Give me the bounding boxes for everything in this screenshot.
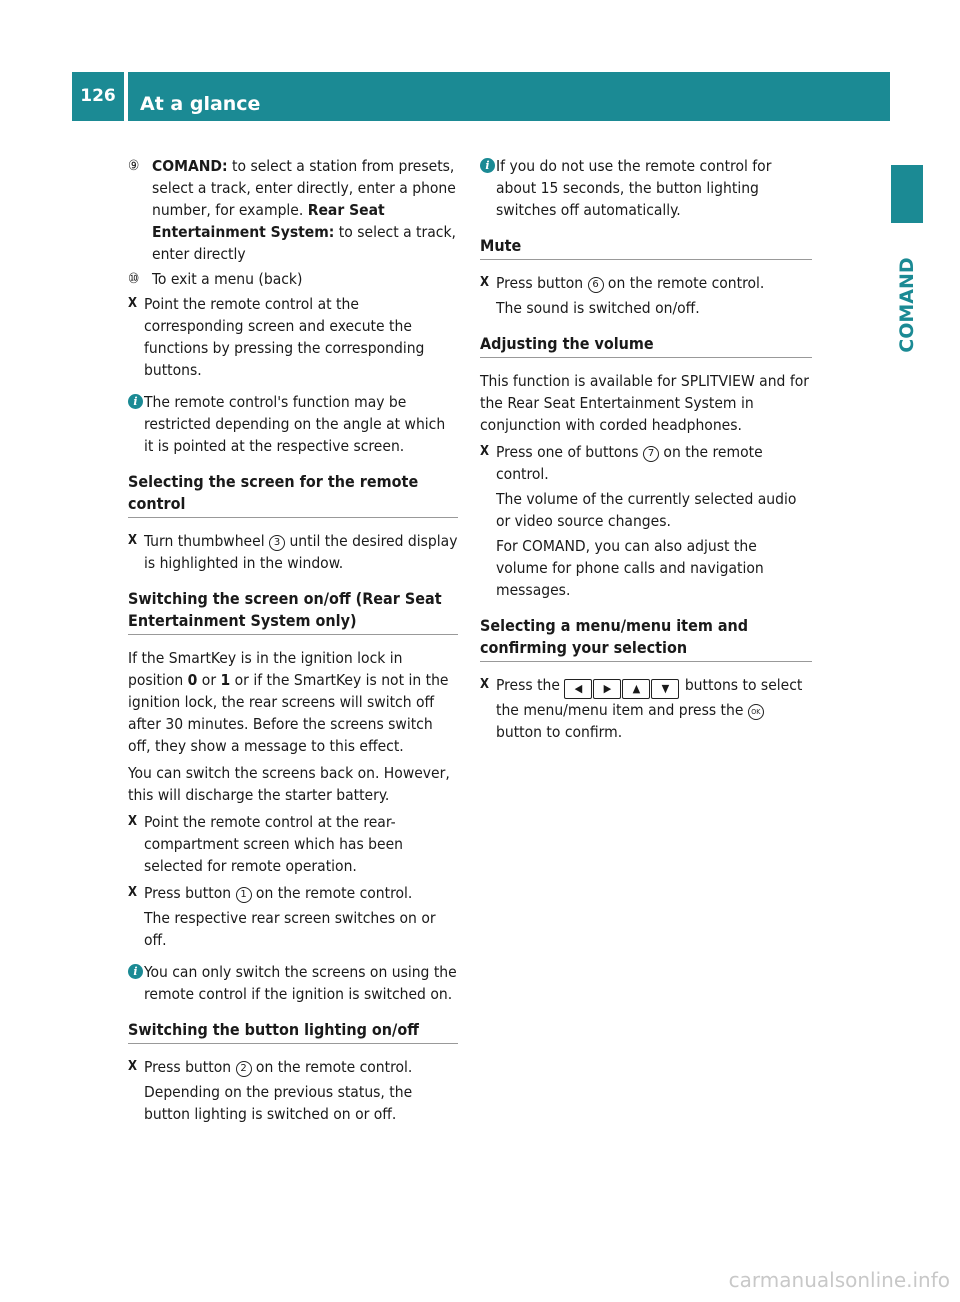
heading-button-lighting: Switching the button lighting on/off xyxy=(128,1019,458,1044)
instruction-thumbwheel: X Turn thumbwheel 3 until the desired display is highlighted in the window. xyxy=(128,532,458,572)
info-icon: i xyxy=(480,158,495,173)
side-tab xyxy=(891,165,923,223)
paragraph-splitview: This function is available for SPLITVIEW and for the Rear Seat Entertainment System in conjunction with corded headphones. xyxy=(480,372,809,434)
instruction-arrow-buttons: X Press the ◀ ▶ ▲ ▼ buttons to select the menu/menu item and press the OK button to confirm. xyxy=(480,676,803,741)
up-arrow-key-icon: ▲ xyxy=(622,679,650,699)
side-label-text: COMAND xyxy=(896,257,918,353)
heading-menu-selection: Selecting a menu/menu item and confirming your selection xyxy=(480,615,812,662)
item-number-9: ⑨ xyxy=(128,158,140,174)
info-icon: i xyxy=(128,964,143,979)
bullet-marker-icon: X xyxy=(480,275,490,290)
ok-button-icon: OK xyxy=(748,704,764,720)
callout-number-icon: 1 xyxy=(236,887,252,903)
bullet-marker-icon: X xyxy=(128,533,138,548)
right-column xyxy=(480,155,812,748)
page-title: At a glance xyxy=(140,93,261,115)
info-note-timeout: i If you do not use the remote control for about 15 seconds, the button lighting switches off automatically. xyxy=(480,155,812,221)
side-label xyxy=(891,230,923,380)
instruction-press-button-1: X Press button 1 on the remote control. The respective rear screen switches on or off. xyxy=(128,884,436,949)
instruction-point-rear: X Point the remote control at the rear-compartment screen which has been selected for remote operation. xyxy=(128,813,404,875)
heading-mute: Mute xyxy=(480,235,812,260)
callout-number-icon: 6 xyxy=(588,277,604,293)
callout-number-icon: 3 xyxy=(269,535,285,551)
instruction-press-button-2: X Press button 2 on the remote control. Depending on the previous status, the button lighting is switched on or off. xyxy=(128,1058,413,1123)
instruction-point-remote: X Point the remote control at the corresponding screen and execute the functions by pressing the corresponding buttons. xyxy=(128,295,425,379)
legend-item-9: ⑨ COMAND: to select a station from presets, select a track, enter directly, enter a phone number, for example. Rear Seat Entertainment System: to select a track, enter directly xyxy=(128,157,456,263)
page-number: 126 xyxy=(72,72,124,121)
heading-switch-screen: Switching the screen on/off (Rear Seat Entertainment System only) xyxy=(128,588,458,635)
watermark: carmanualsonline.info xyxy=(728,1268,950,1292)
header-separator xyxy=(124,72,128,121)
bullet-marker-icon: X xyxy=(128,885,138,900)
heading-select-screen: Selecting the screen for the remote control xyxy=(128,471,458,518)
paragraph-smartkey: If the SmartKey is in the ignition lock in position 0 or 1 or if the SmartKey is not in the ignition lock, the rear screens will switch off after 30 minutes. Before the screens switch off, they show a message to this effect. xyxy=(128,649,449,755)
callout-number-icon: 7 xyxy=(643,446,659,462)
info-icon: i xyxy=(128,394,143,409)
paragraph-battery: You can switch the screens back on. However, this will discharge the starter battery. xyxy=(128,764,450,804)
right-arrow-key-icon: ▶ xyxy=(593,679,621,699)
info-note-angle: i The remote control's function may be restricted depending on the angle at which it is pointed at the respective screen. xyxy=(128,391,458,457)
bullet-marker-icon: X xyxy=(128,814,138,829)
left-column xyxy=(128,155,458,1130)
bullet-marker-icon: X xyxy=(480,677,490,692)
callout-number-icon: 2 xyxy=(236,1061,252,1077)
info-note-ignition: i You can only switch the screens on using the remote control if the ignition is switched on. xyxy=(128,961,458,1005)
bullet-marker-icon: X xyxy=(480,444,490,459)
bullet-marker-icon: X xyxy=(128,296,138,311)
left-arrow-key-icon: ◀ xyxy=(564,679,592,699)
legend-item-10: ⑩ To exit a menu (back) xyxy=(128,270,303,288)
instruction-press-button-7: X Press one of buttons 7 on the remote control. The volume of the currently selected audio or video source changes. For COMAND, you can also adjust the volume for phone calls and navigation messages. xyxy=(480,443,797,599)
heading-volume: Adjusting the volume xyxy=(480,333,812,358)
down-arrow-key-icon: ▼ xyxy=(651,679,679,699)
instruction-press-button-6: X Press button 6 on the remote control. The sound is switched on/off. xyxy=(480,274,765,317)
item-number-10: ⑩ xyxy=(128,271,140,287)
bullet-marker-icon: X xyxy=(128,1059,138,1074)
